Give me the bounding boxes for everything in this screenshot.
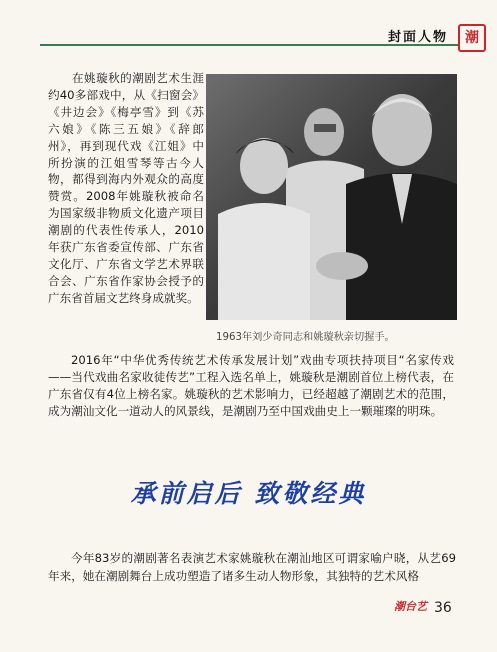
magazine-logo: 潮	[458, 24, 486, 52]
full-width-paragraph: 2016年“中华优秀传统艺术传承发展计划”戏曲专项扶持项目“名家传戏——当代戏曲名家收徒传艺”工程入选名单上，姚璇秋是潮剧首位上榜代表，在广东省仅有4位上榜名家。姚璇秋的艺术影响力，已经超越了潮剧艺术的范围，成为潮汕文化一道动人的风景线，是潮剧乃至中国戏曲史上一颗璀璨的明珠。	[48, 353, 454, 418]
historical-photo	[206, 74, 457, 320]
bottom-paragraph: 今年83岁的潮剧著名表演艺术家姚璇秋在潮汕地区可谓家喻户晓，从艺69年来，她在潮剧舞台上成功塑造了诸多生动人物形象，其独特的艺术风格	[48, 551, 456, 583]
left-column-paragraph: 在姚璇秋的潮剧艺术生涯约40多部戏中，从《扫窗会》《井边会》《梅亭雪》到《苏六娘》《陈三五娘》《辞郎州》，再到现代戏《江姐》中所扮演的江姐雪琴等古今人物，都得到海内外观众的高度赞赏。2008年姚璇秋被命名为国家级非物质文化遗产项目潮剧的代表性传承人，2010年获广东省委宣传部、广东省文化厅、广东省文学艺术界联合会、广东省作家协会授予的广东省首届文艺终身成就奖。	[48, 71, 204, 305]
footer-logo: 潮台艺	[394, 600, 427, 613]
section-title: 封面人物	[388, 30, 449, 45]
page-number: 36	[434, 600, 452, 616]
section-heading: 承前启后 致敬经典	[130, 479, 367, 508]
photo-caption: 1963年刘少奇同志和姚璇秋亲切握手。	[216, 332, 395, 343]
left-column	[48, 70, 204, 307]
photo-illustration	[206, 74, 457, 320]
